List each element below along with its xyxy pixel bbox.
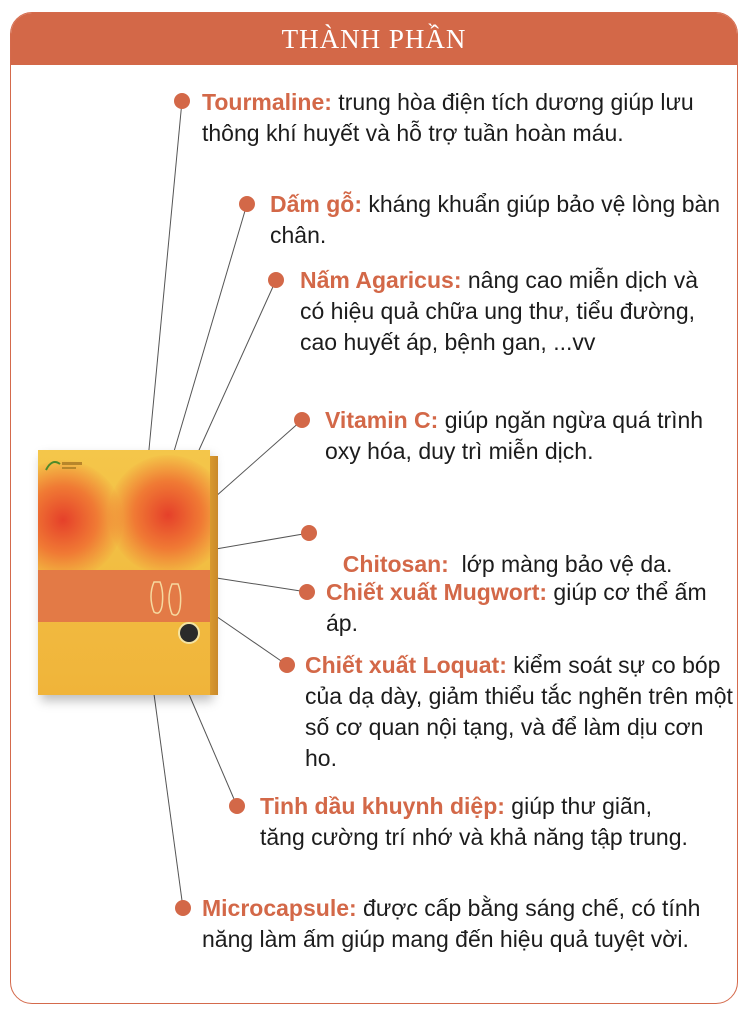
ingredient-name: Chiết xuất Mugwort: [326, 579, 548, 605]
bullet-icon [294, 412, 310, 428]
badge-icon [178, 622, 200, 644]
ingredient-name: Microcapsule: [202, 895, 357, 921]
product-box [38, 450, 210, 695]
bullet-icon [301, 525, 317, 541]
ingredient-item [260, 791, 700, 853]
ingredient-name: Tourmaline: [202, 89, 332, 115]
ingredient-name: Chiết xuất Loquat: [305, 652, 507, 678]
ingredient-item [325, 405, 730, 467]
ingredient-desc: trung hòa điện tích dương giúp lưu thông khí huyết và hỗ trợ tuần hoàn máu. [202, 89, 694, 146]
bullet-icon [175, 900, 191, 916]
ingredient-item [202, 87, 732, 149]
ingredient-name: Chitosan: [342, 551, 449, 577]
ingredient-name: Nấm Agaricus: [300, 267, 462, 293]
ingredient-desc: lớp màng bảo vệ da. [448, 551, 673, 577]
ingredient-desc: nâng cao miễn dịch và có hiệu quả chữa ung thư, tiểu đường, cao huyết áp, bệnh gan, ...vv [300, 267, 699, 355]
ingredient-item [326, 577, 726, 639]
ingredient-desc: giúp thư giãn, tăng cường trí nhớ và khả năng tập trung. [260, 793, 688, 850]
ingredient-item [300, 265, 715, 358]
ingredient-item [270, 189, 735, 251]
ingredient-item [202, 893, 732, 955]
bullet-icon [229, 798, 245, 814]
feet-icon [146, 576, 186, 618]
ingredient-name: Dấm gỗ: [270, 191, 362, 217]
ingredient-desc: giúp ngăn ngừa quá trình oxy hóa, duy trì miễn dịch. [325, 407, 704, 464]
ingredient-desc: giúp cơ thể ấm áp. [326, 579, 707, 636]
bullet-icon [268, 272, 284, 288]
ingredient-item [305, 650, 735, 774]
ingredient-name: Tinh dầu khuynh diệp: [260, 793, 505, 819]
ingredient-item [330, 518, 740, 580]
box-logo-icon [44, 456, 84, 474]
bullet-icon [174, 93, 190, 109]
section-title: THÀNH PHẦN [11, 13, 737, 65]
ingredient-desc: kháng khuẩn giúp bảo vệ lòng bàn chân. [270, 191, 721, 248]
ingredient-desc: kiểm soát sự co bóp của dạ dày, giảm thiểu tắc nghẽn trên một số cơ quan nội tạng, và để làm dịu cơn ho. [305, 652, 733, 771]
ingredient-desc: được cấp bằng sáng chế, có tính năng làm ấm giúp mang đến hiệu quả tuyệt vời. [202, 895, 701, 952]
bullet-icon [279, 657, 295, 673]
bullet-icon [239, 196, 255, 212]
ingredient-name: Vitamin C: [325, 407, 439, 433]
bullet-icon [299, 584, 315, 600]
